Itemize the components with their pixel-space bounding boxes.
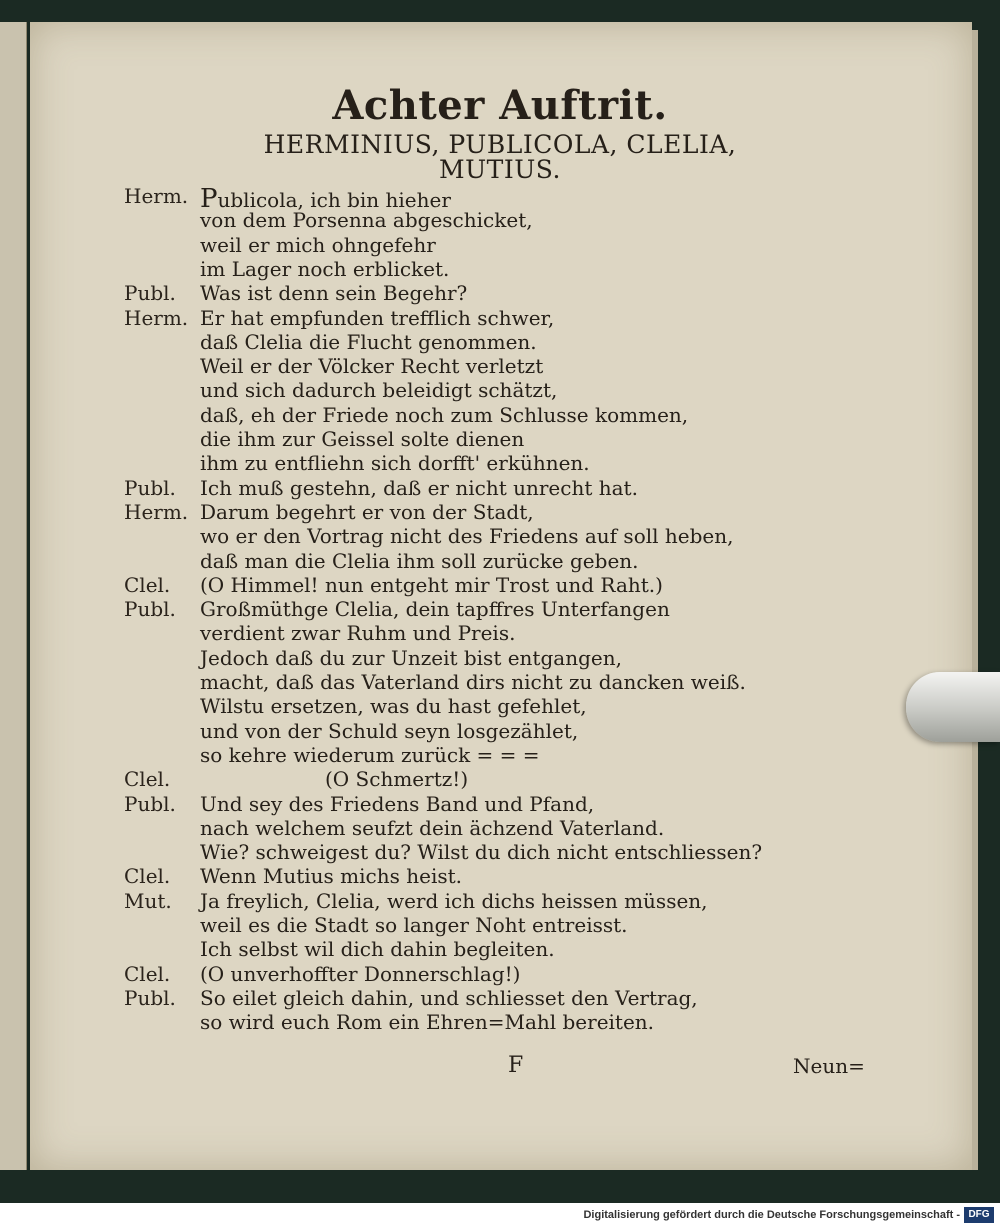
footer-credit: Digitalisierung gefördert durch die Deutsche Forschungsgemeinschaft - <box>583 1209 960 1221</box>
page-edge <box>972 30 978 1170</box>
verse-line: und von der Schuld seyn losgezählet, <box>200 719 579 743</box>
speaker-label: Clel. <box>124 767 171 791</box>
cast-list-line-1: HERMINIUS, PUBLICOLA, CLELIA, <box>263 130 737 159</box>
verse-line: (O Schmertz!) <box>325 767 469 791</box>
verse-line: Was ist denn sein Begehr? <box>200 281 468 305</box>
speaker-label: Herm. <box>124 306 189 330</box>
printer-signature: F <box>508 1053 524 1078</box>
digitization-footer <box>0 1203 1000 1229</box>
verse-line: Weil er der Völcker Recht verletzt <box>200 354 544 378</box>
verse-line: wo er den Vortrag nicht des Friedens auf soll heben, <box>200 524 734 548</box>
verse-line: Großmüthge Clelia, dein tapffres Unterfangen <box>200 597 670 621</box>
speaker-label: Publ. <box>124 986 176 1010</box>
speaker-label: Publ. <box>124 597 176 621</box>
verse-line: ihm zu entfliehn sich dorfft' erkühnen. <box>200 451 590 475</box>
speaker-label: Herm. <box>124 500 189 524</box>
verse-line: im Lager noch erblicket. <box>200 257 450 281</box>
scene-title: Achter Auftrit. <box>332 82 668 129</box>
verse-line: (O Himmel! nun entgeht mir Trost und Raht.) <box>200 573 663 597</box>
page-clip <box>906 672 1000 742</box>
verse-line: Und sey des Friedens Band und Pfand, <box>200 792 595 816</box>
verse-line: daß, eh der Friede noch zum Schlusse kommen, <box>200 403 689 427</box>
verse-line: Er hat empfunden trefflich schwer, <box>200 306 555 330</box>
verse-line: daß man die Clelia ihm soll zurücke geben. <box>200 549 639 573</box>
speaker-label: Publ. <box>124 476 176 500</box>
verse-line: (O unverhoffter Donnerschlag!) <box>200 962 521 986</box>
verse-line: nach welchem seufzt dein ächzend Vaterland. <box>200 816 665 840</box>
speaker-label: Publ. <box>124 281 176 305</box>
speaker-label: Mut. <box>124 889 172 913</box>
verse-line: weil es die Stadt so langer Noht entreisst. <box>200 913 628 937</box>
verse-line: Wie? schweigest du? Wilst du dich nicht entschliessen? <box>200 840 763 864</box>
verse-line: weil er mich ohngefehr <box>200 233 436 257</box>
speaker-label: Clel. <box>124 573 171 597</box>
verse-line: Ich selbst wil dich dahin begleiten. <box>200 937 555 961</box>
verse-line: verdient zwar Ruhm und Preis. <box>200 621 516 645</box>
verse-line: und sich dadurch beleidigt schätzt, <box>200 378 558 402</box>
verse-line: so kehre wiederum zurück = = = <box>200 743 540 767</box>
verse-line: Ja freylich, Clelia, werd ich dichs heissen müssen, <box>200 889 708 913</box>
verse-line: daß Clelia die Flucht genommen. <box>200 330 537 354</box>
verse-line: Wenn Mutius michs heist. <box>200 864 463 888</box>
verse-line: von dem Porsenna abgeschicket, <box>200 208 533 232</box>
speaker-label: Clel. <box>124 864 171 888</box>
catchword: Neun= <box>793 1054 865 1078</box>
verse-line: Jedoch daß du zur Unzeit bist entgangen, <box>200 646 622 670</box>
dfg-logo-icon: DFG <box>964 1207 994 1223</box>
verse-line: Wilstu ersetzen, was du hast gefehlet, <box>200 694 587 718</box>
speaker-label: Clel. <box>124 962 171 986</box>
facing-page-edge <box>0 22 27 1170</box>
speaker-label: Publ. <box>124 792 176 816</box>
verse-line: macht, daß das Vaterland dirs nicht zu dancken weiß. <box>200 670 746 694</box>
speaker-label: Herm. <box>124 184 189 208</box>
verse-line: Darum begehrt er von der Stadt, <box>200 500 534 524</box>
verse-line: Publicola, ich bin hieher <box>200 184 451 214</box>
cast-list-line-2: MUTIUS. <box>439 155 561 184</box>
verse-line: Ich muß gestehn, daß er nicht unrecht hat. <box>200 476 638 500</box>
verse-line: so wird euch Rom ein Ehren=Mahl bereiten. <box>200 1010 655 1034</box>
verse-line: So eilet gleich dahin, und schliesset den Vertrag, <box>200 986 698 1010</box>
verse-line: die ihm zur Geissel solte dienen <box>200 427 525 451</box>
